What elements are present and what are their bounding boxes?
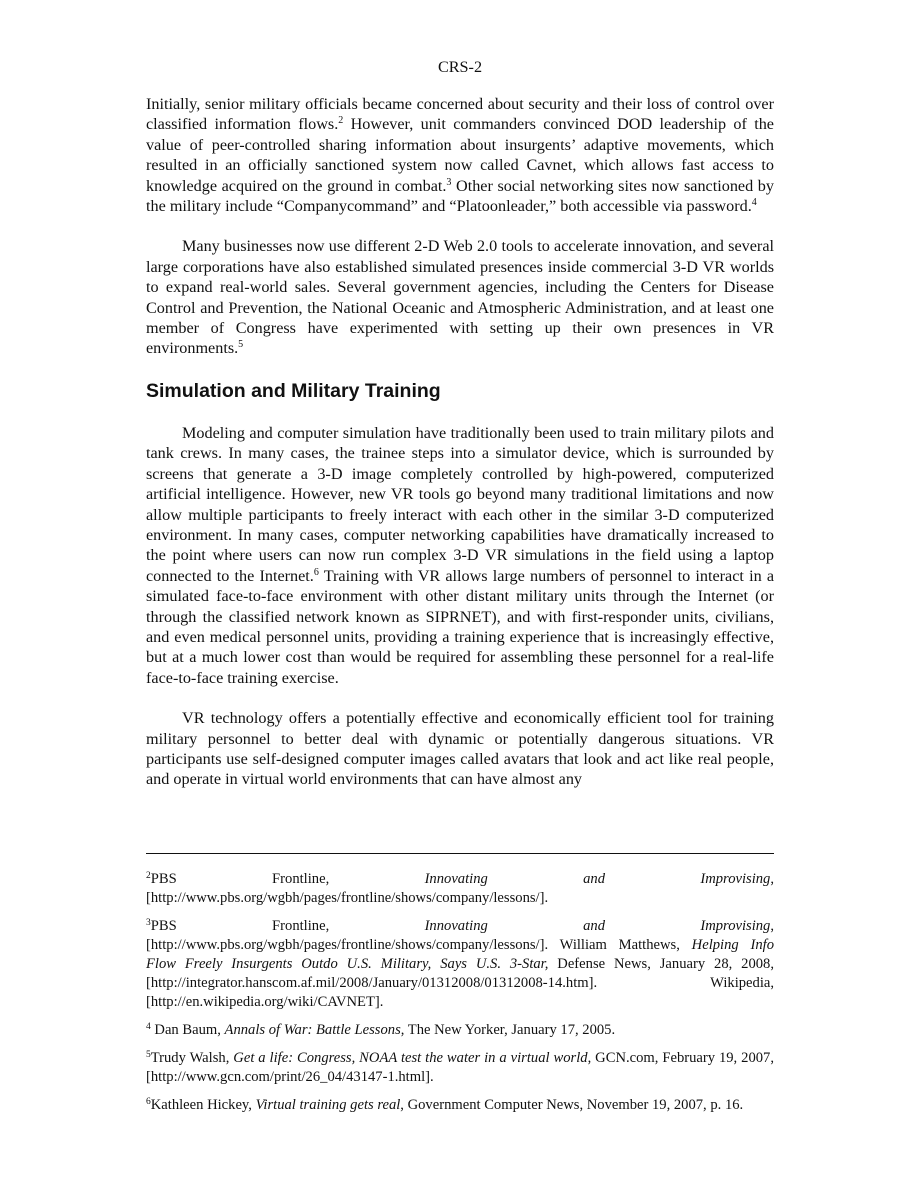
footnote-text: , [http://www.pbs.org/wgbh/pages/frontline/shows/company/lessons/]. xyxy=(146,871,775,906)
footnote-divider xyxy=(146,853,774,854)
footnote-ref-4[interactable]: 4 xyxy=(751,197,757,209)
footnote-ref-3[interactable]: 3 xyxy=(446,176,452,188)
footnote-4 xyxy=(146,1021,774,1040)
footnote-text: , The New Yorker, January 17, 2005. xyxy=(400,1022,616,1038)
footnote-2 xyxy=(146,870,774,908)
footnote-number: 4 xyxy=(146,1022,151,1032)
paragraph-text: Initially, senior military officials became concerned about security and their loss of control over classified information flows. xyxy=(146,95,774,134)
paragraph-3 xyxy=(146,423,774,688)
footnote-text: Dan Baum, xyxy=(150,1022,225,1038)
footnote-5 xyxy=(146,1049,774,1087)
paragraph-2 xyxy=(146,236,774,358)
footnote-ref-6[interactable]: 6 xyxy=(313,566,319,578)
footnote-6 xyxy=(146,1096,774,1115)
paragraph-1 xyxy=(146,94,774,216)
footnote-text: , Government Computer News, November 19, 2007, p. 16. xyxy=(400,1097,744,1113)
footnote-number: 6 xyxy=(146,1097,151,1107)
paragraph-text: Modeling and computer simulation have traditionally been used to train military pilots and tank crews. In many cases, the trainee steps into a simulator device, which is surrounded by screens that generate a 3-D image completely controlled by high-powered, computerized artificial intelligence. However, new VR tools go beyond many traditional limitations and now allow multiple participants to freely interact with each other in the similar 3-D computerized environment. In many cases, computer networking capabilities have dramatically increased to the point where users can now run complex 3-D VR simulations in the field using a laptop connected to the Internet. xyxy=(146,423,774,585)
footnote-ref-2[interactable]: 2 xyxy=(338,115,344,127)
paragraph-text: However, unit commanders convinced DOD leadership of the value of peer-controlled sharing information about insurgents’ adaptive movements, which resulted in an officially sanctioned system now called Cavnet, which allows fast access to knowledge acquired on the ground in combat. xyxy=(146,115,774,195)
paragraph-text: Training with VR allows large numbers of personnel to interact in a simulated face-to-face environment with other distant military units through the Internet (or through the classified network known as SIPRNET), and with first-responder units, civilians, and even medical personnel units, providing a training experience that is increasingly effective, but at a much lower cost than would be required for assembling these personnel for a real-life face-to-face training exercise. xyxy=(146,566,775,687)
footnote-text: , GCN.com, February 19, 2007, [http://www.gcn.com/print/26_04/43147-1.html]. xyxy=(146,1050,774,1085)
footnote-text: PBS Frontline, xyxy=(150,918,425,934)
body-text xyxy=(146,94,774,810)
footnote-ref-5[interactable]: 5 xyxy=(238,339,244,351)
footnotes xyxy=(146,870,774,1124)
footnote-title: Get a life: Congress, NOAA test the water in a virtual world xyxy=(233,1050,588,1066)
paragraph-text: Many businesses now use different 2-D Web 2.0 tools to accelerate innovation, and several large corporations have also established simulated presences inside commercial 3-D VR worlds to expand real-world sales. Several government agencies, including the Centers for Disease Control and Prevention, the National Oceanic and Atmospheric Administration, and at least one member of Congress have experimented with setting up their own presences in VR environments. xyxy=(146,237,774,358)
footnote-title: Innovating and Improvising xyxy=(424,918,771,934)
page-label: CRS-2 xyxy=(437,58,483,76)
footnote-text: PBS Frontline, xyxy=(150,871,425,887)
paragraph-4 xyxy=(146,708,774,790)
footnote-title: Innovating and Improvising xyxy=(424,871,771,887)
footnote-number: 5 xyxy=(146,1050,151,1060)
footnote-text: Kathleen Hickey, xyxy=(150,1097,256,1113)
footnote-title: Helping Info Flow Freely Insurgents Outdo U.S. Military, Says U.S. 3-Star, xyxy=(146,937,774,972)
footnote-number: 2 xyxy=(146,871,151,881)
footnote-text: Trudy Walsh, xyxy=(150,1050,234,1066)
paragraph-text: Other social networking sites now sanctioned by the military include “Companycommand” and “Platoonleader,” both accessible via password. xyxy=(146,176,774,216)
footnote-title: Annals of War: Battle Lessons xyxy=(224,1022,401,1038)
footnote-3 xyxy=(146,917,774,1012)
footnote-number: 3 xyxy=(146,918,151,928)
footnote-title: Virtual training gets real xyxy=(255,1097,401,1113)
section-heading: Simulation and Military Training xyxy=(146,379,441,402)
footnote-text: , [http://www.pbs.org/wgbh/pages/frontline/shows/company/lessons/]. William Matthews, xyxy=(146,918,775,953)
footnote-text: Defense News, January 28, 2008, [http://integrator.hanscom.af.mil/2008/January/01312008/01312008-14.htm]. Wikipedia, [http://en.wikipedia.org/wiki/CAVNET]. xyxy=(146,956,774,1010)
paragraph-text: VR technology offers a potentially effective and economically efficient tool for training military personnel to better deal with dynamic or potentially dangerous situations. VR participants use self-designed computer images called avatars that look and act like real people, and operate in virtual world environments that can have almost any xyxy=(146,709,774,789)
